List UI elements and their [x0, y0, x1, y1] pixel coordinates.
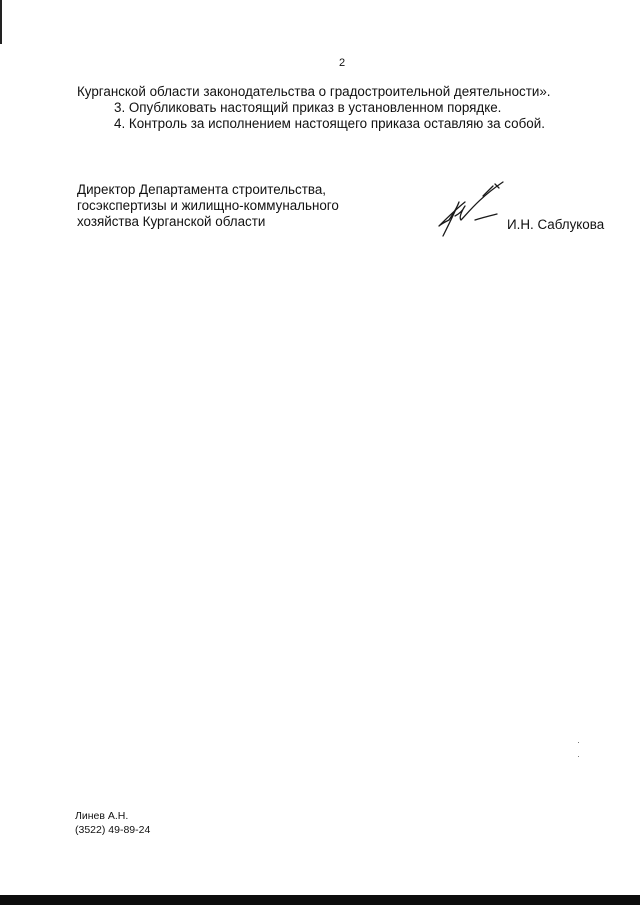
scan-speck: [578, 742, 579, 743]
signatory-title: [77, 182, 339, 230]
signatory-title-line-2: госэкспертизы и жилищно-коммунального: [77, 198, 339, 213]
body-line-item-4: 4. Контроль за исполнением настоящего приказа оставляю за собой.: [114, 116, 545, 131]
body-text: [77, 84, 597, 132]
signatory-title-line-3: хозяйства Курганской области: [77, 214, 266, 229]
scan-edge-left: [0, 0, 2, 44]
executor-phone: (3522) 49-89-24: [75, 824, 151, 836]
handwritten-signature: [435, 180, 505, 238]
body-line-item-3: 3. Опубликовать настоящий приказ в установленном порядке.: [114, 100, 502, 115]
signatory-title-line-1: Директор Департамента строительства,: [77, 182, 326, 197]
page-number: 2: [338, 57, 346, 69]
footer-executor-info: [75, 809, 150, 837]
signer-name: И.Н. Саблукова: [507, 217, 605, 232]
scan-speck: [578, 756, 579, 757]
body-line-continuation: Курганской области законодательства о градостроительной деятельности».: [77, 84, 551, 99]
scan-edge-bottom: [0, 895, 640, 905]
executor-name: Линев А.Н.: [75, 810, 129, 822]
